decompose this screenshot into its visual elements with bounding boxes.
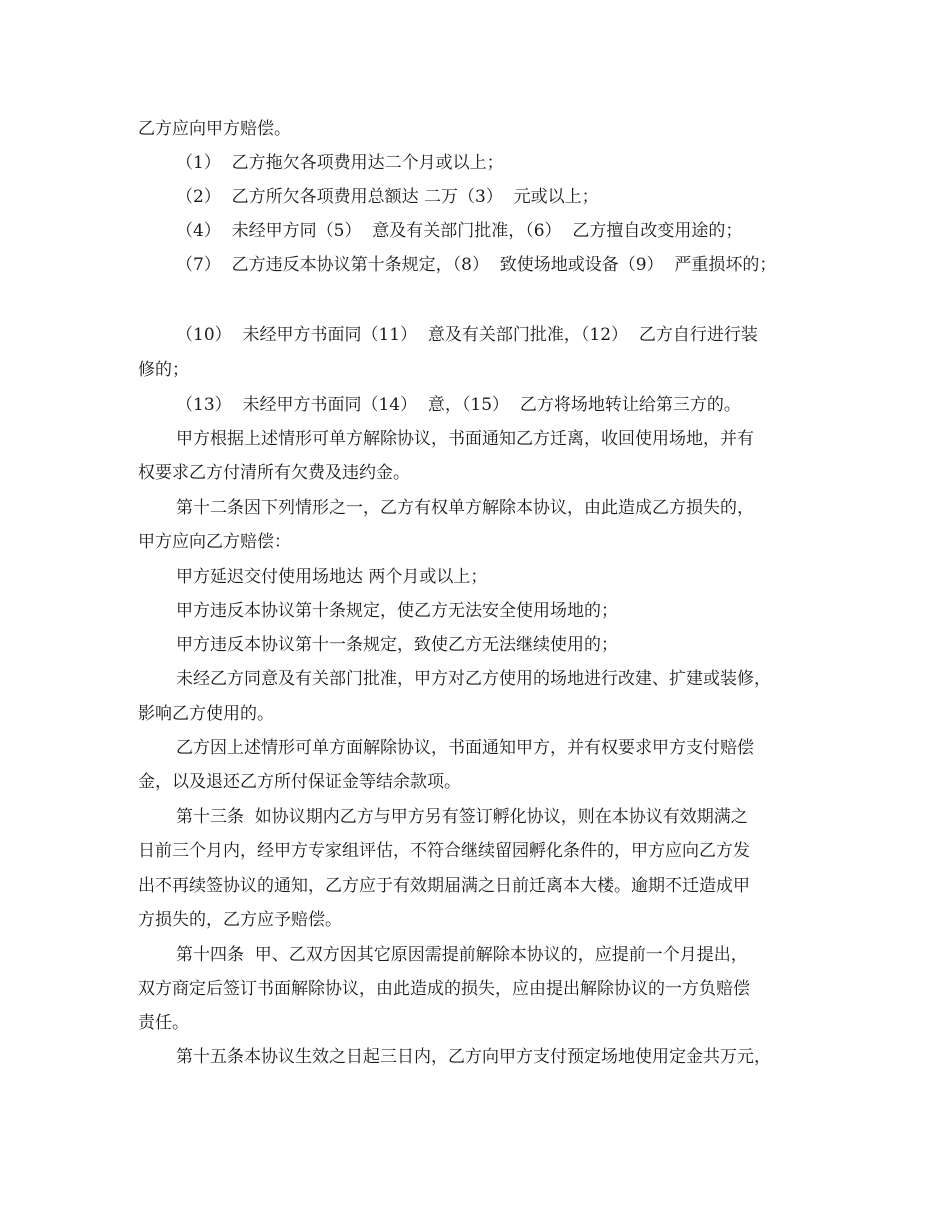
- article-12-item-2: 甲方违反本协议第十条规定，使乙方无法安全使用场地的；: [176, 601, 618, 621]
- clause-item-6: （13） 未经甲方书面同（14） 意，（15） 乙方将场地转让给第三方的。: [176, 395, 741, 415]
- article-12-cont: 甲方应向乙方赔偿：: [138, 532, 291, 552]
- clause-item-5: （10） 未经甲方书面同（11） 意及有关部门批准，（12） 乙方自行进行装: [176, 325, 758, 345]
- article-13-cont-3: 方损失的，乙方应予赔偿。: [138, 910, 342, 930]
- article-15: 第十五条本协议生效之日起三日内，乙方向甲方支付预定场地使用定金共万元，: [176, 1047, 771, 1067]
- paragraph-termination-b: 乙方因上述情形可单方面解除协议，书面通知甲方，并有权要求甲方支付赔偿: [176, 738, 754, 758]
- paragraph-termination-a-cont: 权要求乙方付清所有欠费及违约金。: [138, 463, 410, 483]
- clause-item-4: （7） 乙方违反本协议第十条规定，（8） 致使场地或设备（9） 严重损坏的；: [176, 255, 777, 275]
- article-12-item-4-cont: 影响乙方使用的。: [138, 704, 274, 724]
- clause-item-5-cont: 修的；: [138, 360, 189, 380]
- article-13-cont-1: 日前三个月内，经甲方专家组评估，不符合继续留园孵化条件的，甲方应向乙方发: [138, 841, 750, 861]
- article-14-cont-2: 责任。: [138, 1013, 189, 1033]
- article-12-item-1: 甲方延迟交付使用场地达 两个月或以上；: [176, 567, 488, 587]
- article-12: 第十二条因下列情形之一，乙方有权单方解除本协议，由此造成乙方损失的，: [176, 498, 754, 518]
- article-13-cont-2: 出不再续签协议的通知，乙方应于有效期届满之日前迁离本大楼。逾期不迁造成甲: [138, 876, 750, 896]
- article-12-item-3: 甲方违反本协议第十一条规定，致使乙方无法继续使用的；: [176, 635, 618, 655]
- text-line-1: 乙方应向甲方赔偿。: [138, 119, 291, 139]
- article-13: 第十三条 如协议期内乙方与甲方另有签订孵化协议，则在本协议有效期满之: [176, 807, 748, 827]
- article-12-item-4: 未经乙方同意及有关部门批准，甲方对乙方使用的场地进行改建、扩建或装修，: [176, 669, 771, 689]
- clause-item-1: （1） 乙方拖欠各项费用达二个月或以上；: [176, 153, 504, 173]
- clause-item-3: （4） 未经甲方同（5） 意及有关部门批准，（6） 乙方擅自改变用途的；: [176, 221, 743, 241]
- clause-item-2: （2） 乙方所欠各项费用总额达 二万（3） 元或以上；: [176, 187, 599, 207]
- paragraph-termination-b-cont: 金，以及退还乙方所付保证金等结余款项。: [138, 772, 461, 792]
- article-14-cont-1: 双方商定后签订书面解除协议，由此造成的损失，应由提出解除协议的一方负赔偿: [138, 979, 750, 999]
- paragraph-termination-a: 甲方根据上述情形可单方解除协议，书面通知乙方迁离，收回使用场地，并有: [176, 429, 754, 449]
- article-14: 第十四条 甲、乙双方因其它原因需提前解除本协议的，应提前一个月提出，: [176, 945, 748, 965]
